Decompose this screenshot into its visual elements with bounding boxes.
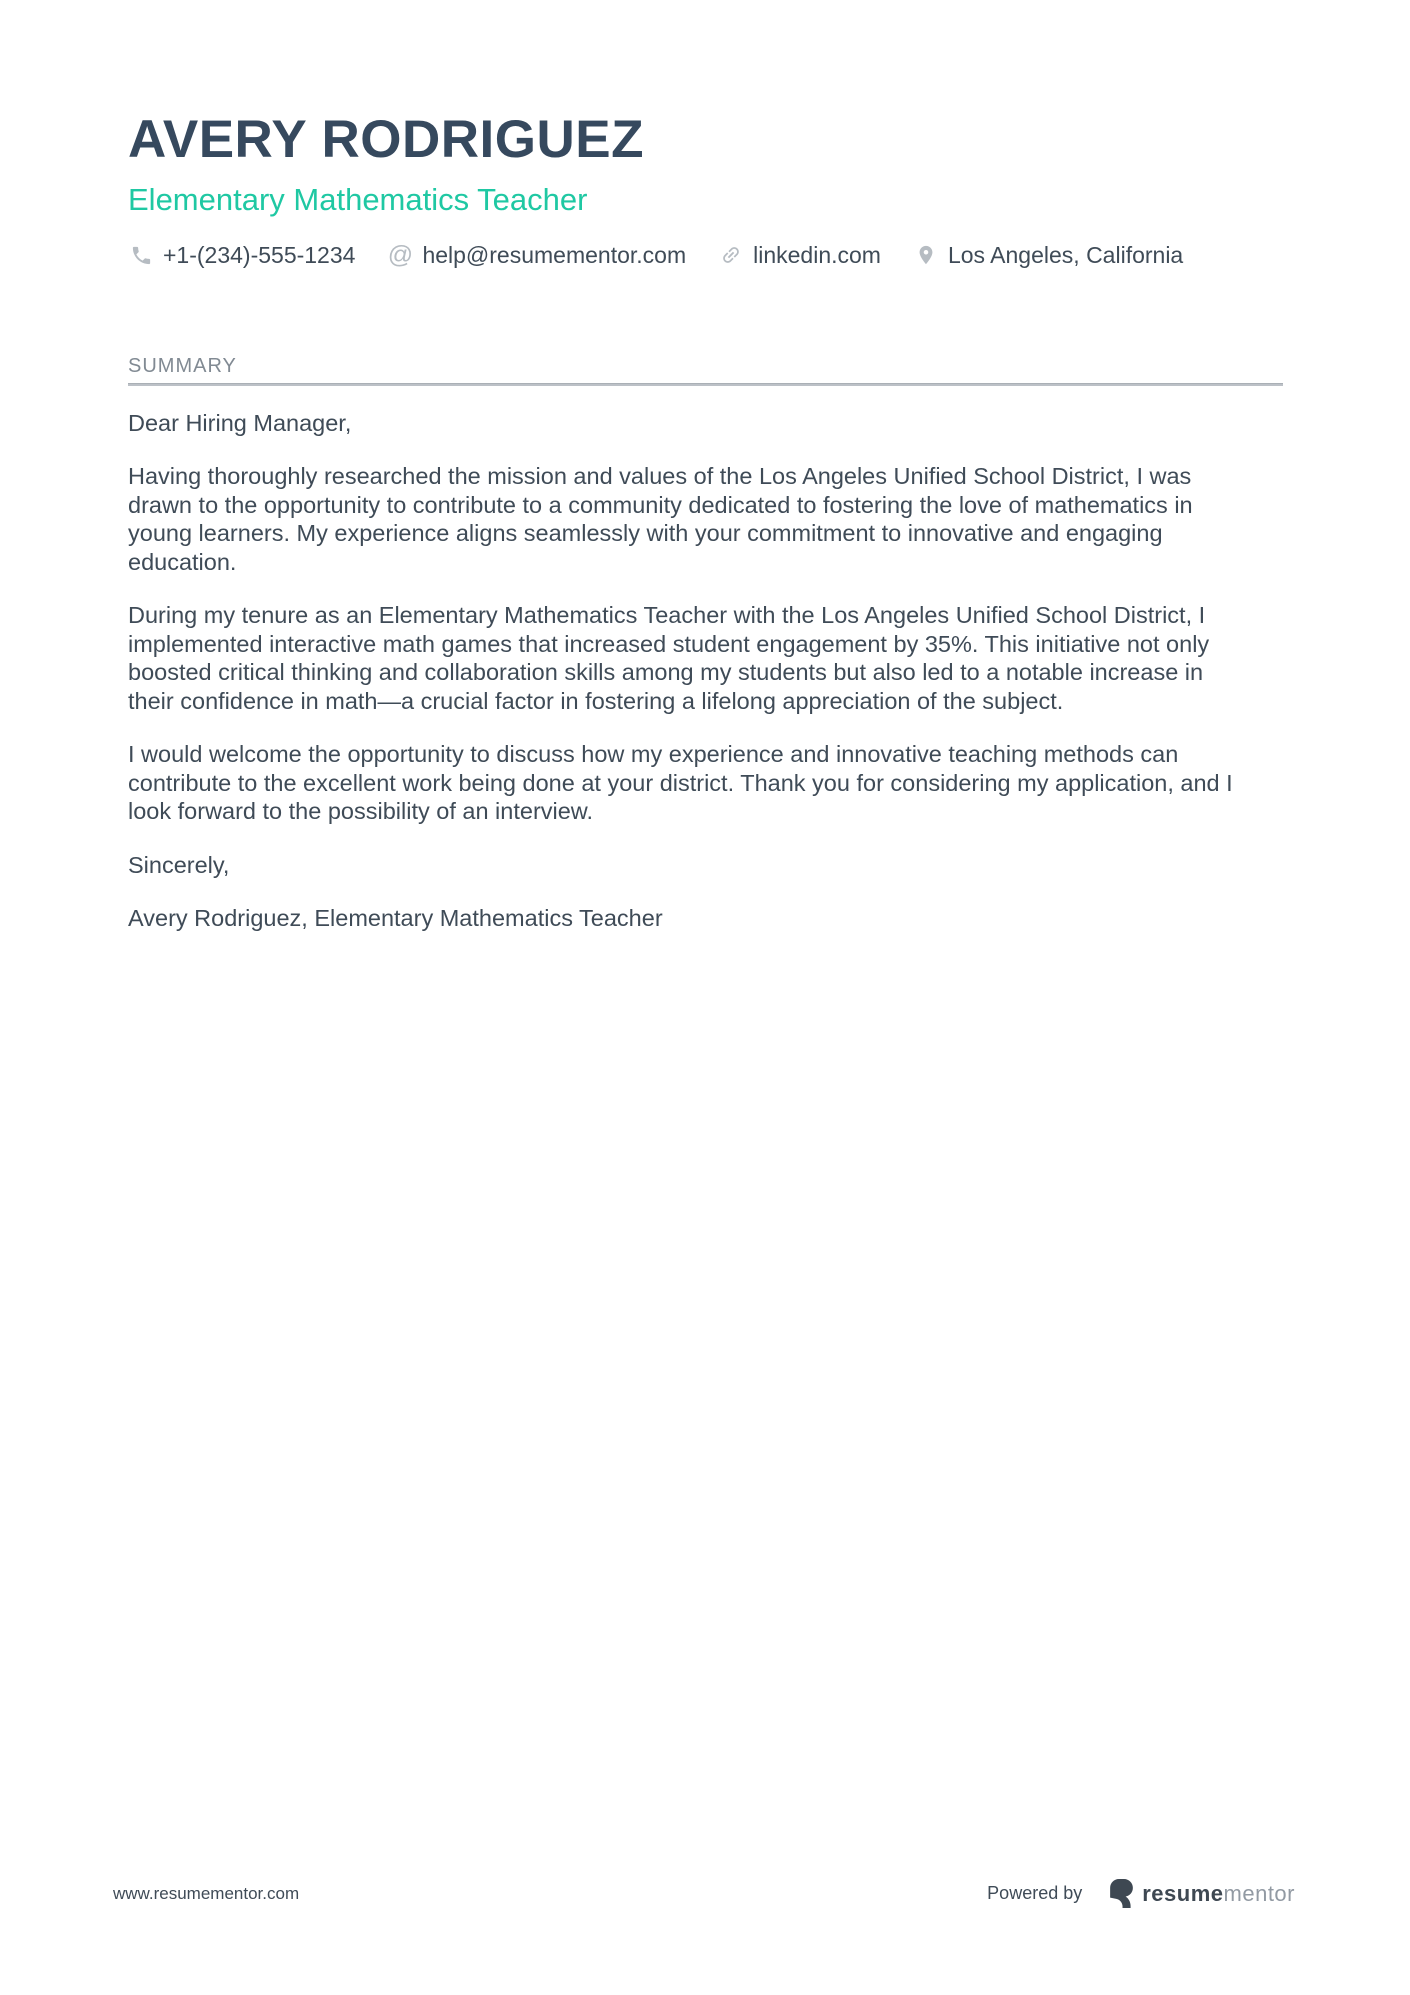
summary-heading: SUMMARY (128, 354, 237, 377)
footer (0, 1878, 1410, 1909)
signature: Avery Rodriguez, Elementary Mathematics Teacher (128, 905, 663, 932)
link-icon (718, 242, 744, 268)
contact-row (128, 242, 1283, 269)
linkedin-label: linkedin.com (753, 241, 881, 268)
letter-body (128, 409, 1283, 933)
closing: Sincerely, (128, 851, 230, 878)
brand-wordmark (1142, 1881, 1295, 1907)
brand-name-bold: resume (1142, 1880, 1224, 1906)
phone-label: +1-(234)-555-1234 (163, 241, 356, 268)
location-pin-icon (913, 242, 939, 268)
letter-paragraph: I would welcome the opportunity to discuss how my experience and innovative teaching methods can contribute to the excellent work being done at your district. Thank you for considering my application, and I look forward to the possibility of an interview. (128, 741, 1233, 825)
email-label: help@resumementor.com (422, 241, 687, 268)
brand-logo[interactable] (1108, 1878, 1295, 1909)
contact-email[interactable] (387, 242, 686, 269)
salutation: Dear Hiring Manager, (128, 409, 352, 436)
location-label: Los Angeles, California (947, 241, 1184, 268)
job-title: Elementary Mathematics Teacher (128, 181, 588, 217)
letter-paragraph: During my tenure as an Elementary Mathematics Teacher with the Los Angeles Unified School District, I implemented interactive math games that increased student engagement by 35%. This initiative not only boosted critical thinking and collaboration skills among my students but also led to a notable increase in their confidence in math—a crucial factor in fostering a lifelong appreciation of the subject. (128, 602, 1210, 714)
page-title: AVERY RODRIGUEZ (128, 110, 644, 169)
summary-divider (128, 383, 1283, 386)
letter-paragraph: Having thoroughly researched the mission and values of the Los Angeles Unified School District, I was drawn to the opportunity to contribute to a community dedicated to fostering the love of mathematics in young learners. My experience aligns seamlessly with your commitment to innovative and engaging education. (128, 463, 1193, 575)
contact-phone[interactable] (128, 242, 355, 269)
contact-location (913, 242, 1183, 269)
brand-logo-icon (1108, 1878, 1135, 1909)
powered-by-label: Powered by (987, 1883, 1083, 1903)
phone-icon (128, 242, 154, 268)
at-icon: @ (387, 240, 414, 269)
brand-name-light: mentor (1223, 1880, 1295, 1906)
contact-linkedin[interactable] (718, 242, 881, 269)
footer-website-link[interactable]: www.resumementor.com (113, 1883, 300, 1903)
footer-brand (987, 1878, 1295, 1909)
